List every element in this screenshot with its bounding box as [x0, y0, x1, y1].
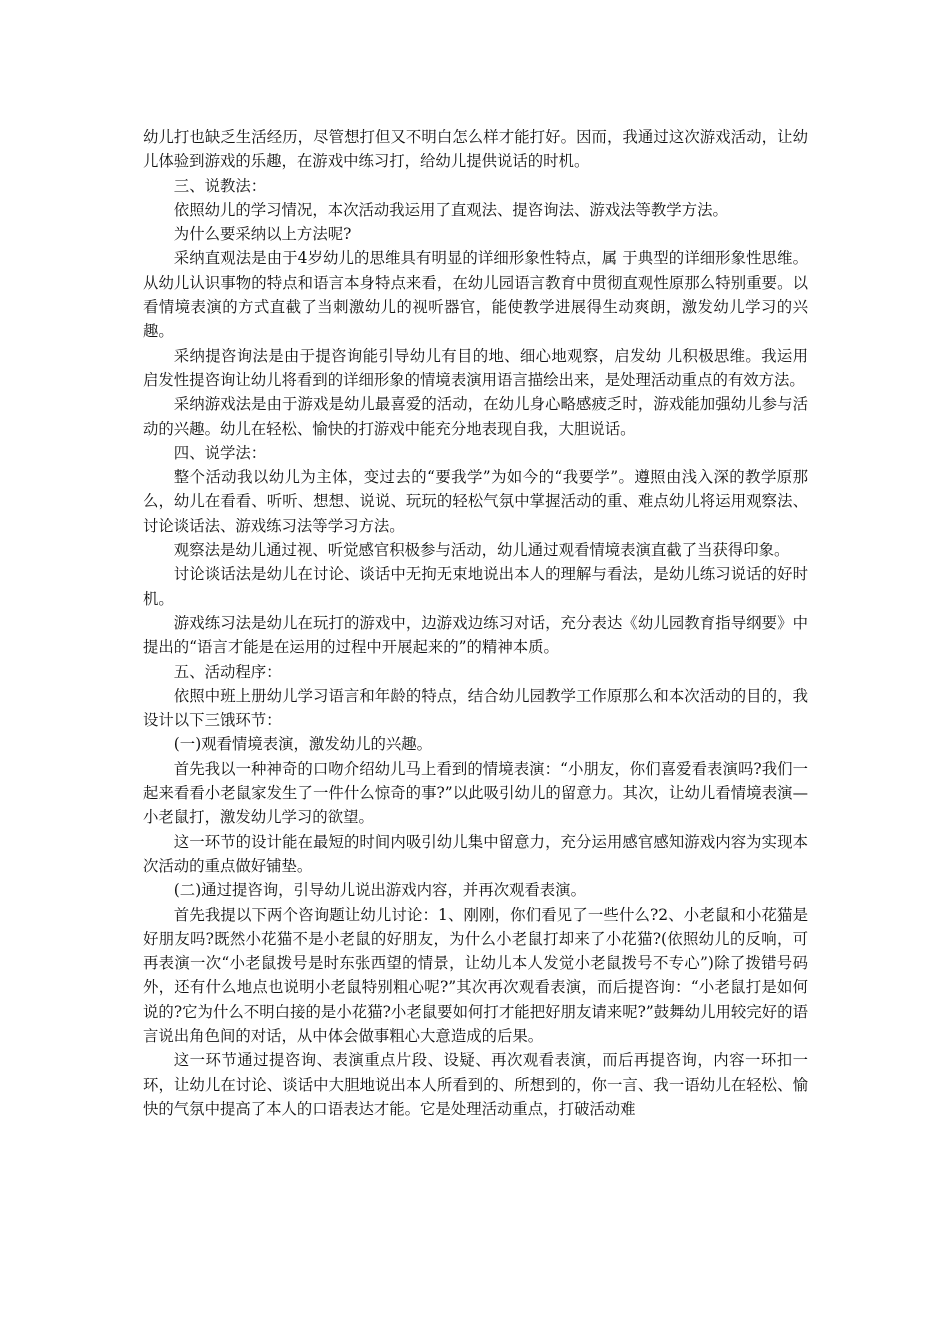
paragraph: 这一环节的设计能在最短的时间内吸引幼儿集中留意力，充分运用感官感知游戏内容为实现本次活动的重点做好铺垫。 — [143, 832, 808, 875]
paragraph: 游戏练习法是幼儿在玩打的游戏中，边游戏边练习对话，充分表达《幼儿园教育指导纲要》中提出的“语言才能是在运用的过程中开展起来的”的精神本质。 — [143, 613, 808, 657]
paragraph: 首先我以一种神奇的口吻介绍幼儿马上看到的情境表演：“小朋友，你们喜爱看表演吗?我们一起来看看小老鼠家发生了一件什么惊奇的事?”以此吸引幼儿的留意力。其次，让幼儿看情境表演—小老鼠打，激发幼儿学习的欲望。 — [143, 759, 808, 827]
document-page — [143, 125, 808, 1121]
paragraph: 为什么要采纳以上方法呢? — [173, 225, 352, 244]
paragraph: 依照中班上册幼儿学习语言和年龄的特点，结合幼儿园教学工作原那么和本次活动的目的，我设计以下三饿环节： — [143, 686, 808, 730]
section-heading-activity-procedure: 五、活动程序： — [173, 662, 282, 681]
paragraph: 采纳直观法是由于4岁幼儿的思维具有明显的详细形象性特点，属 于典型的详细形象性思维。从幼儿认识事物的特点和语言本身特点来看，在幼儿园语言教育中贯彻直观性原那么特别重要。以看情境表演的方式直截了当刺激幼儿的视听器官，能使教学进展得生动爽朗，激发幼儿学习的兴趣。 — [143, 249, 808, 341]
paragraph: 依照幼儿的学习情况，本次活动我运用了直观法、提咨询法、游戏法等教学方法。 — [173, 200, 728, 219]
section-heading-teaching-methods: 三、说教法： — [173, 176, 267, 195]
subheading-step-two: (二)通过提咨询，引导幼儿说出游戏内容，并再次观看表演。 — [173, 881, 586, 900]
paragraph: 首先我提以下两个咨询题让幼儿讨论：1、刚刚，你们看见了一些什么?2、小老鼠和小花猫是好朋友吗?既然小花猫不是小老鼠的好朋友，为什么小老鼠打却来了小花猫?(依照幼儿的反响，可再表演一次“小老鼠拨号是时东张西望的情景，让幼儿本人发觉小老鼠拨号不专心”)除了拨错号码外，还有什么地点也说明小老鼠特别粗心呢?”其次再次观看表演，而后提咨询：“小老鼠打是如何说的?它为什么不明白接的是小花猫?小老鼠要如何打才能把好朋友请来呢?”鼓舞幼儿用较完好的语言说出角色间的对话，从中体会做事粗心大意造成的后果。 — [143, 905, 808, 1045]
paragraph: 讨论谈话法是幼儿在讨论、谈话中无拘无束地说出本人的理解与看法，是幼儿练习说话的好时机。 — [143, 565, 808, 608]
paragraph: 整个活动我以幼儿为主体，变过去的“要我学”为如今的“我要学”。遵照由浅入深的教学原那么，幼儿在看看、听听、想想、说说、玩玩的轻松气氛中掌握活动的重、难点幼儿将运用观察法、讨论谈话法、游戏练习法等学习方法。 — [143, 468, 808, 535]
paragraph: 采纳提咨询法是由于提咨询能引导幼儿有目的地、细心地观察，启发幼 儿积极思维。我运用启发性提咨询让幼儿将看到的详细形象的情境表演用语言描绘出来，是处理活动重点的有效方法。 — [143, 346, 808, 389]
section-heading-learning-methods: 四、说学法： — [173, 443, 267, 462]
paragraph: 观察法是幼儿通过视、听觉感官积极参与活动，幼儿通过观看情境表演直截了当获得印象。 — [173, 541, 790, 560]
paragraph: 采纳游戏法是由于游戏是幼儿最喜爱的活动，在幼儿身心略感疲乏时，游戏能加强幼儿参与活动的兴趣。幼儿在轻松、愉快的打游戏中能充分地表现自我，大胆说话。 — [143, 395, 808, 438]
subheading-step-one: (一)观看情境表演，激发幼儿的兴趣。 — [173, 735, 433, 754]
paragraph: 这一环节通过提咨询、表演重点片段、设疑、再次观看表演，而后再提咨询，内容一环扣一环，让幼儿在讨论、谈话中大胆地说出本人所看到的、所想到的，你一言、我一语幼儿在轻松、愉快的气氛中提高了本人的口语表达才能。它是处理活动重点，打破活动难 — [143, 1051, 808, 1118]
paragraph-continuation: 幼儿打也缺乏生活经历，尽管想打但又不明白怎么样才能打好。因而，我通过这次游戏活动，让幼儿体验到游戏的乐趣，在游戏中练习打，给幼儿提供说话的时机。 — [143, 128, 808, 171]
